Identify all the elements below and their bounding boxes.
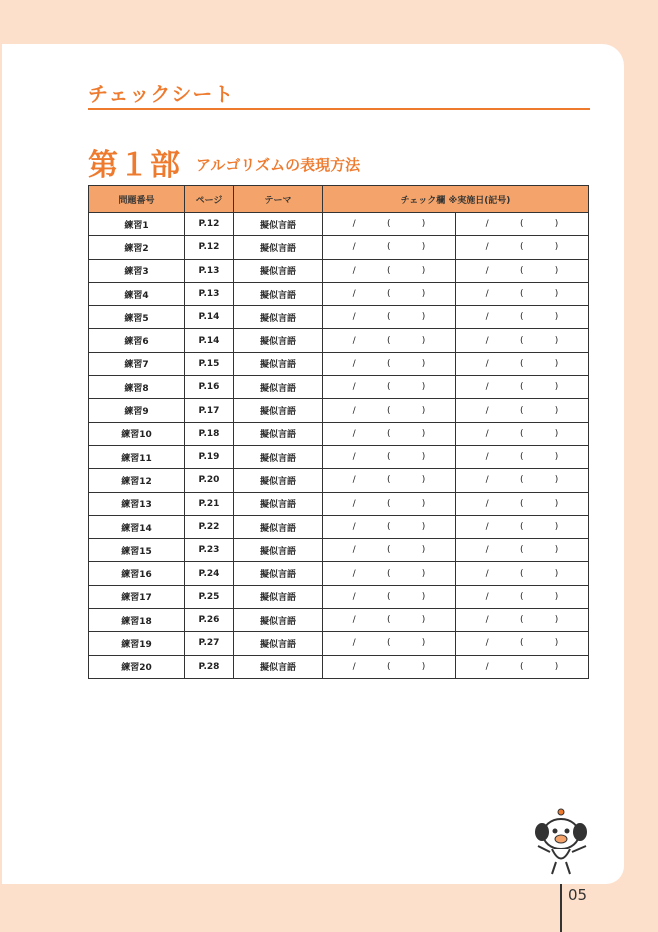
date-slash: / xyxy=(485,405,489,416)
row-page: P.12 xyxy=(185,213,234,236)
date-open: ( xyxy=(386,475,391,486)
date-close: ) xyxy=(554,591,559,602)
row-page: P.13 xyxy=(185,259,234,282)
date-open: ( xyxy=(386,219,391,230)
date-open: ( xyxy=(519,289,524,300)
date-slash: / xyxy=(485,452,489,463)
date-open: ( xyxy=(519,405,524,416)
row-page: P.25 xyxy=(185,585,234,608)
table-row xyxy=(89,609,589,632)
page-number-divider xyxy=(560,884,562,932)
table-row xyxy=(89,329,589,352)
top-band xyxy=(0,0,658,44)
date-close: ) xyxy=(554,335,559,346)
date-slash: / xyxy=(485,498,489,509)
date-check-cell[interactable] xyxy=(323,329,456,352)
date-close: ) xyxy=(421,638,426,649)
date-close: ) xyxy=(421,265,426,276)
date-slash: / xyxy=(352,661,356,672)
date-close: ) xyxy=(554,242,559,253)
table-row xyxy=(89,492,589,515)
date-open: ( xyxy=(386,405,391,416)
date-open: ( xyxy=(519,335,524,346)
date-close: ) xyxy=(421,219,426,230)
table-row xyxy=(89,655,589,678)
page-title: チェックシート xyxy=(88,82,235,106)
date-open: ( xyxy=(519,312,524,323)
date-check-cell[interactable] xyxy=(323,539,456,562)
date-close: ) xyxy=(554,638,559,649)
date-open: ( xyxy=(386,522,391,532)
row-theme: 擬似言語 xyxy=(234,236,323,259)
date-slash: / xyxy=(485,312,489,323)
date-close: ) xyxy=(554,382,559,393)
row-page: P.13 xyxy=(185,282,234,305)
date-check-cell[interactable] xyxy=(456,259,589,282)
date-slash: / xyxy=(352,312,356,323)
row-id: 練習9 xyxy=(89,399,185,422)
row-theme: 擬似言語 xyxy=(234,399,323,422)
row-theme: 擬似言語 xyxy=(234,632,323,655)
date-check-cell[interactable] xyxy=(323,213,456,236)
date-open: ( xyxy=(386,289,391,300)
date-slash: / xyxy=(352,638,356,649)
date-open: ( xyxy=(519,638,524,649)
page-number: 05 xyxy=(568,886,588,904)
date-check-cell[interactable] xyxy=(323,445,456,468)
date-close: ) xyxy=(554,498,559,509)
row-theme: 擬似言語 xyxy=(234,445,323,468)
row-id: 練習11 xyxy=(89,445,185,468)
date-close: ) xyxy=(554,265,559,276)
date-close: ) xyxy=(554,405,559,416)
date-slash: / xyxy=(485,335,489,346)
date-close: ) xyxy=(554,452,559,463)
date-open: ( xyxy=(519,242,524,253)
date-slash: / xyxy=(352,452,356,463)
table-row xyxy=(89,306,589,329)
part-number: 第１部 xyxy=(88,148,181,183)
date-check-cell[interactable] xyxy=(456,655,589,678)
date-open: ( xyxy=(519,661,524,672)
part-subtitle: アルゴリズムの表現方法 xyxy=(196,156,361,174)
date-close: ) xyxy=(421,312,426,323)
date-close: ) xyxy=(421,452,426,463)
date-open: ( xyxy=(386,428,391,439)
row-page: P.24 xyxy=(185,562,234,585)
date-check-cell[interactable] xyxy=(456,609,589,632)
date-open: ( xyxy=(519,452,524,463)
table-row xyxy=(89,469,589,492)
row-id: 練習7 xyxy=(89,352,185,375)
date-slash: / xyxy=(485,522,489,532)
date-slash: / xyxy=(352,591,356,602)
row-theme: 擬似言語 xyxy=(234,492,323,515)
row-id: 練習6 xyxy=(89,329,185,352)
table-row xyxy=(89,632,589,655)
date-open: ( xyxy=(519,428,524,439)
date-check-cell[interactable] xyxy=(456,306,589,329)
date-close: ) xyxy=(421,568,426,579)
date-slash: / xyxy=(485,661,489,672)
date-slash: / xyxy=(352,382,356,393)
date-slash: / xyxy=(352,475,356,486)
table-row xyxy=(89,515,589,538)
date-slash: / xyxy=(352,358,356,369)
date-close: ) xyxy=(554,428,559,439)
date-check-cell[interactable] xyxy=(323,282,456,305)
date-close: ) xyxy=(421,661,426,672)
date-open: ( xyxy=(386,265,391,276)
date-slash: / xyxy=(485,219,489,230)
date-slash: / xyxy=(352,405,356,416)
row-theme: 擬似言語 xyxy=(234,376,323,399)
date-open: ( xyxy=(386,591,391,602)
date-slash: / xyxy=(485,591,489,602)
date-open: ( xyxy=(386,615,391,626)
row-id: 練習10 xyxy=(89,422,185,445)
date-slash: / xyxy=(352,545,356,556)
date-check-cell[interactable] xyxy=(456,562,589,585)
date-check-cell[interactable] xyxy=(323,562,456,585)
date-check-cell[interactable] xyxy=(323,655,456,678)
table-row xyxy=(89,585,589,608)
row-id: 練習8 xyxy=(89,376,185,399)
date-open: ( xyxy=(386,545,391,556)
date-slash: / xyxy=(352,335,356,346)
date-check-cell[interactable] xyxy=(456,282,589,305)
row-page: P.26 xyxy=(185,609,234,632)
date-check-cell[interactable] xyxy=(323,469,456,492)
table-row xyxy=(89,376,589,399)
row-theme: 擬似言語 xyxy=(234,515,323,538)
date-close: ) xyxy=(554,545,559,556)
row-theme: 擬似言語 xyxy=(234,469,323,492)
date-open: ( xyxy=(519,522,524,532)
date-close: ) xyxy=(421,242,426,253)
table-row xyxy=(89,562,589,585)
date-open: ( xyxy=(519,382,524,393)
row-page: P.14 xyxy=(185,329,234,352)
date-check-cell[interactable] xyxy=(456,492,589,515)
date-close: ) xyxy=(421,428,426,439)
date-open: ( xyxy=(386,242,391,253)
row-theme: 擬似言語 xyxy=(234,655,323,678)
row-theme: 擬似言語 xyxy=(234,422,323,445)
date-check-cell[interactable] xyxy=(323,352,456,375)
date-check-cell[interactable] xyxy=(456,632,589,655)
date-slash: / xyxy=(352,568,356,579)
date-check-cell[interactable] xyxy=(456,376,589,399)
date-open: ( xyxy=(519,568,524,579)
date-check-cell[interactable] xyxy=(456,329,589,352)
date-close: ) xyxy=(554,475,559,486)
date-slash: / xyxy=(352,498,356,509)
row-id: 練習5 xyxy=(89,306,185,329)
date-check-cell[interactable] xyxy=(456,539,589,562)
row-id: 練習14 xyxy=(89,515,185,538)
table-row xyxy=(89,236,589,259)
col-header-page: ページ xyxy=(185,186,234,213)
col-header-check: チェック欄 ※実施日(記号) xyxy=(323,186,589,213)
row-theme: 擬似言語 xyxy=(234,306,323,329)
table-row xyxy=(89,399,589,422)
date-open: ( xyxy=(519,591,524,602)
row-id: 練習2 xyxy=(89,236,185,259)
row-id: 練習18 xyxy=(89,609,185,632)
date-check-cell[interactable] xyxy=(456,469,589,492)
date-check-cell[interactable] xyxy=(456,352,589,375)
row-theme: 擬似言語 xyxy=(234,213,323,236)
date-close: ) xyxy=(554,289,559,300)
title-rule xyxy=(88,108,590,110)
date-check-cell[interactable] xyxy=(323,376,456,399)
row-page: P.14 xyxy=(185,306,234,329)
date-slash: / xyxy=(485,428,489,439)
date-slash: / xyxy=(352,242,356,253)
date-close: ) xyxy=(421,475,426,486)
row-page: P.12 xyxy=(185,236,234,259)
row-page: P.27 xyxy=(185,632,234,655)
date-open: ( xyxy=(519,265,524,276)
row-page: P.21 xyxy=(185,492,234,515)
date-slash: / xyxy=(352,289,356,300)
date-check-cell[interactable] xyxy=(323,515,456,538)
date-close: ) xyxy=(554,358,559,369)
date-check-cell[interactable] xyxy=(456,236,589,259)
date-check-cell[interactable] xyxy=(323,306,456,329)
date-open: ( xyxy=(386,498,391,509)
row-page: P.18 xyxy=(185,422,234,445)
date-close: ) xyxy=(421,358,426,369)
date-open: ( xyxy=(386,452,391,463)
dog-mascot-icon xyxy=(528,806,594,876)
date-open: ( xyxy=(519,615,524,626)
row-page: P.28 xyxy=(185,655,234,678)
row-page: P.19 xyxy=(185,445,234,468)
row-theme: 擬似言語 xyxy=(234,562,323,585)
date-check-cell[interactable] xyxy=(323,399,456,422)
col-header-theme: テーマ xyxy=(234,186,323,213)
row-theme: 擬似言語 xyxy=(234,329,323,352)
table-row xyxy=(89,422,589,445)
date-open: ( xyxy=(386,358,391,369)
row-id: 練習20 xyxy=(89,655,185,678)
row-theme: 擬似言語 xyxy=(234,352,323,375)
date-close: ) xyxy=(421,545,426,556)
row-theme: 擬似言語 xyxy=(234,282,323,305)
date-slash: / xyxy=(485,358,489,369)
date-slash: / xyxy=(352,265,356,276)
date-close: ) xyxy=(421,289,426,300)
date-close: ) xyxy=(421,498,426,509)
date-close: ) xyxy=(421,335,426,346)
date-close: ) xyxy=(421,382,426,393)
date-open: ( xyxy=(519,358,524,369)
table-row xyxy=(89,213,589,236)
date-close: ) xyxy=(421,522,426,532)
date-close: ) xyxy=(421,405,426,416)
date-slash: / xyxy=(352,219,356,230)
date-open: ( xyxy=(519,545,524,556)
date-close: ) xyxy=(554,219,559,230)
row-theme: 擬似言語 xyxy=(234,609,323,632)
date-open: ( xyxy=(386,661,391,672)
date-slash: / xyxy=(485,265,489,276)
date-close: ) xyxy=(421,591,426,602)
table-row xyxy=(89,282,589,305)
date-close: ) xyxy=(554,661,559,672)
date-slash: / xyxy=(485,545,489,556)
date-open: ( xyxy=(386,335,391,346)
date-close: ) xyxy=(554,522,559,532)
date-slash: / xyxy=(485,382,489,393)
date-check-cell[interactable] xyxy=(323,422,456,445)
table-row xyxy=(89,259,589,282)
date-close: ) xyxy=(554,615,559,626)
date-check-cell[interactable] xyxy=(456,585,589,608)
table-row xyxy=(89,539,589,562)
date-slash: / xyxy=(485,242,489,253)
row-page: P.17 xyxy=(185,399,234,422)
date-slash: / xyxy=(485,568,489,579)
date-slash: / xyxy=(352,428,356,439)
row-id: 練習4 xyxy=(89,282,185,305)
date-check-cell[interactable] xyxy=(456,213,589,236)
date-slash: / xyxy=(352,522,356,532)
date-close: ) xyxy=(421,615,426,626)
date-check-cell[interactable] xyxy=(323,236,456,259)
table-header-row xyxy=(89,186,589,213)
date-check-cell[interactable] xyxy=(323,609,456,632)
date-close: ) xyxy=(554,568,559,579)
row-page: P.16 xyxy=(185,376,234,399)
table-row xyxy=(89,445,589,468)
row-id: 練習19 xyxy=(89,632,185,655)
date-close: ) xyxy=(554,312,559,323)
date-slash: / xyxy=(485,475,489,486)
date-check-cell[interactable] xyxy=(456,445,589,468)
row-page: P.15 xyxy=(185,352,234,375)
date-check-cell[interactable] xyxy=(456,399,589,422)
date-open: ( xyxy=(519,219,524,230)
date-slash: / xyxy=(485,289,489,300)
date-check-cell[interactable] xyxy=(323,492,456,515)
row-id: 練習17 xyxy=(89,585,185,608)
date-slash: / xyxy=(352,615,356,626)
row-id: 練習16 xyxy=(89,562,185,585)
row-id: 練習13 xyxy=(89,492,185,515)
row-theme: 擬似言語 xyxy=(234,539,323,562)
date-open: ( xyxy=(386,568,391,579)
row-id: 練習3 xyxy=(89,259,185,282)
row-page: P.20 xyxy=(185,469,234,492)
date-slash: / xyxy=(485,615,489,626)
date-check-cell[interactable] xyxy=(456,422,589,445)
row-page: P.23 xyxy=(185,539,234,562)
date-open: ( xyxy=(519,475,524,486)
date-open: ( xyxy=(519,498,524,509)
row-page: P.22 xyxy=(185,515,234,538)
row-id: 練習12 xyxy=(89,469,185,492)
check-table xyxy=(88,185,589,679)
date-slash: / xyxy=(485,638,489,649)
row-id: 練習1 xyxy=(89,213,185,236)
date-open: ( xyxy=(386,382,391,393)
date-check-cell[interactable] xyxy=(323,585,456,608)
date-open: ( xyxy=(386,312,391,323)
row-theme: 擬似言語 xyxy=(234,585,323,608)
date-open: ( xyxy=(386,638,391,649)
table-row xyxy=(89,352,589,375)
date-check-cell[interactable] xyxy=(323,259,456,282)
row-theme: 擬似言語 xyxy=(234,259,323,282)
row-id: 練習15 xyxy=(89,539,185,562)
col-header-id: 問題番号 xyxy=(89,186,185,213)
date-check-cell[interactable] xyxy=(456,515,589,538)
date-check-cell[interactable] xyxy=(323,632,456,655)
